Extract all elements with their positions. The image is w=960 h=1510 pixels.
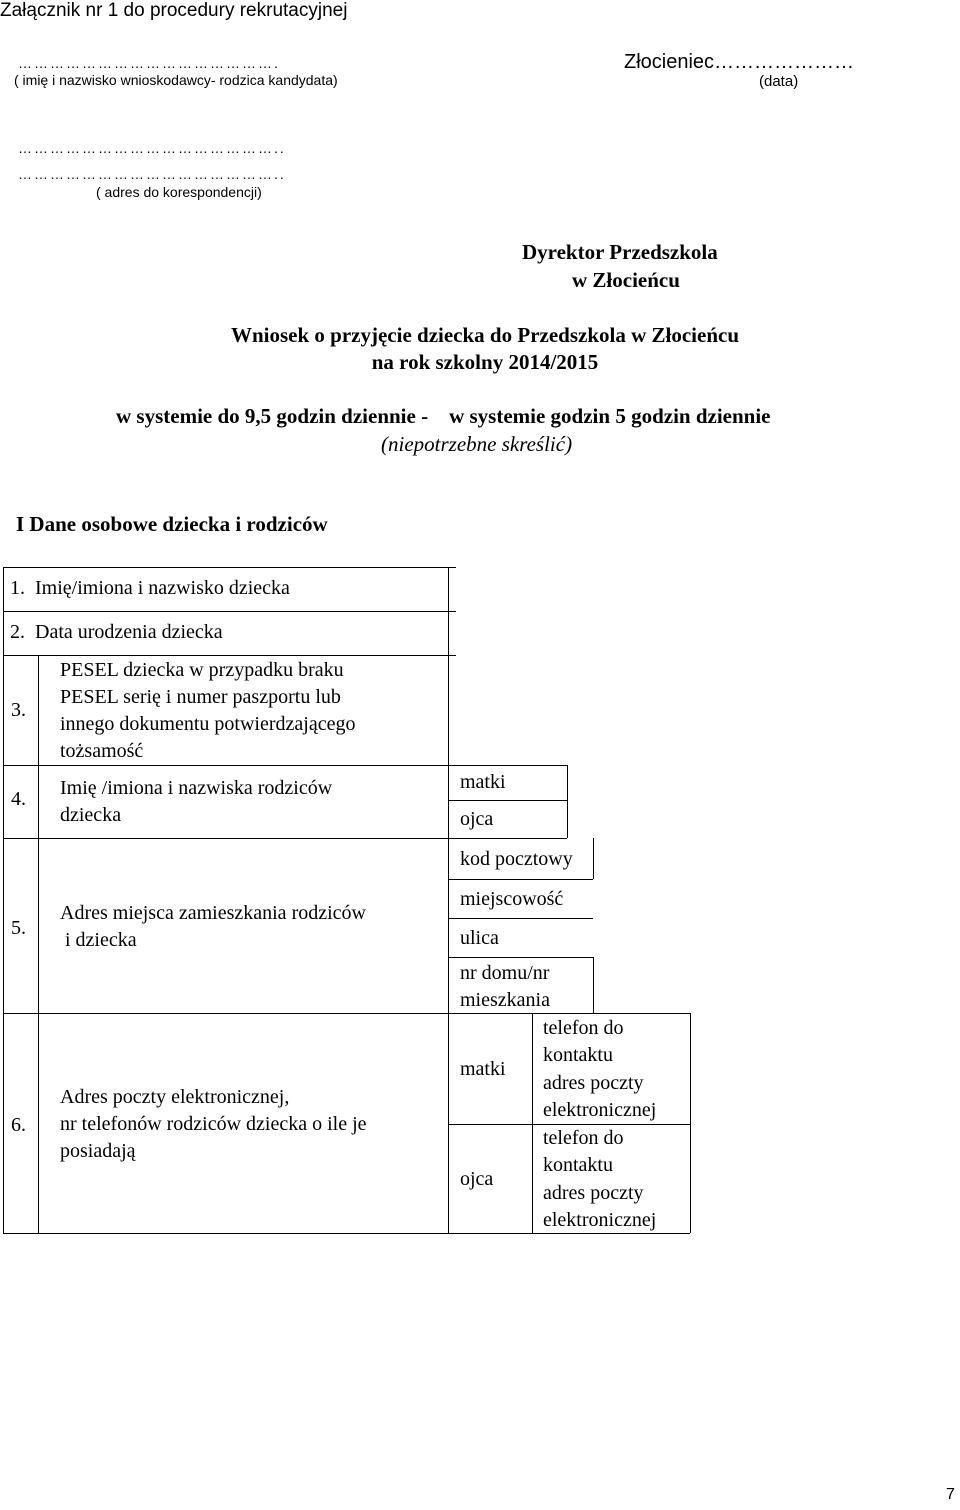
house-number-line1: nr domu/nr: [460, 962, 550, 984]
row-pesel-line1: PESEL dziecka w przypadku braku: [60, 659, 344, 681]
father-email-line2: elektronicznej: [543, 1209, 657, 1231]
mother-phone-line2: kontaktu: [543, 1044, 613, 1066]
city-date: Złocieniec…………………: [624, 51, 855, 73]
row-address-line1: Adres miejsca zamieszkania rodziców: [60, 902, 366, 924]
row-pesel-line4: tożsamość: [60, 740, 144, 762]
street-label: ulica: [460, 927, 499, 949]
postal-code-label: kod pocztowy: [460, 848, 573, 870]
addressee-line1: Dyrektor Przedszkola: [522, 240, 718, 264]
date-caption: (data): [759, 73, 799, 90]
father-phone-line1: telefon do: [543, 1127, 624, 1149]
row-pesel-line2: PESEL serię i numer paszportu lub: [60, 686, 341, 708]
address-caption: ( adres do korespondencji): [96, 184, 262, 200]
father-phone-line2: kontaktu: [543, 1154, 613, 1176]
name-dots: ………………………………………….: [18, 55, 280, 71]
row-contact-line2: nr telefonów rodziców dziecka o ile je: [60, 1113, 367, 1135]
house-number-line2: mieszkania: [460, 989, 550, 1011]
addressee-line2: w Złocieńcu: [572, 268, 680, 292]
father-email-line1: adres poczty: [543, 1182, 644, 1204]
mother-email-line2: elektronicznej: [543, 1099, 657, 1121]
school-year: na rok szkolny 2014/2015: [371, 350, 599, 374]
row-3-number: 3.: [11, 699, 26, 721]
row-pesel-line3: innego dokumentu potwierdzającego: [60, 713, 356, 735]
form-title: Wniosek o przyjęcie dziecka do Przedszkola w Złocieńcu: [230, 323, 740, 347]
row-contact-line1: Adres poczty elektronicznej,: [60, 1086, 290, 1108]
row-child-name-label: 1. Imię/imiona i nazwisko dziecka: [10, 577, 290, 599]
father-label: ojca: [460, 808, 494, 830]
contact-mother-label: matki: [460, 1058, 506, 1080]
strike-note: (niepotrzebne skreślić): [381, 432, 573, 456]
row-parents-names-line1: Imię /imiona i nazwiska rodziców: [60, 777, 333, 799]
row-parents-names-line2: dziecka: [60, 804, 122, 826]
city-label: miejscowość: [460, 888, 564, 910]
address-dots-2: …………………………………………..: [18, 166, 286, 182]
name-caption: ( imię i nazwisko wnioskodawcy- rodzica kandydata): [14, 72, 338, 88]
contact-father-label: ojca: [460, 1168, 494, 1190]
mother-email-line1: adres poczty: [543, 1072, 644, 1094]
row-6-number: 6.: [11, 1114, 26, 1136]
mother-label: matki: [460, 771, 506, 793]
page-number: 7: [946, 1486, 955, 1503]
system-options: w systemie do 9,5 godzin dziennie - w systemie godzin 5 godzin dziennie: [116, 404, 771, 428]
row-4-number: 4.: [11, 788, 26, 810]
row-contact-line3: posiadają: [60, 1140, 136, 1162]
row-address-line2: i dziecka: [60, 929, 137, 951]
section-heading: I Dane osobowe dziecka i rodziców: [16, 512, 328, 536]
address-dots-1: …………………………………………..: [18, 140, 286, 156]
row-5-number: 5.: [11, 917, 26, 939]
attachment-title: Załącznik nr 1 do procedury rekrutacyjnej: [0, 0, 348, 21]
mother-phone-line1: telefon do: [543, 1017, 624, 1039]
row-birth-date-label: 2. Data urodzenia dziecka: [10, 621, 223, 643]
